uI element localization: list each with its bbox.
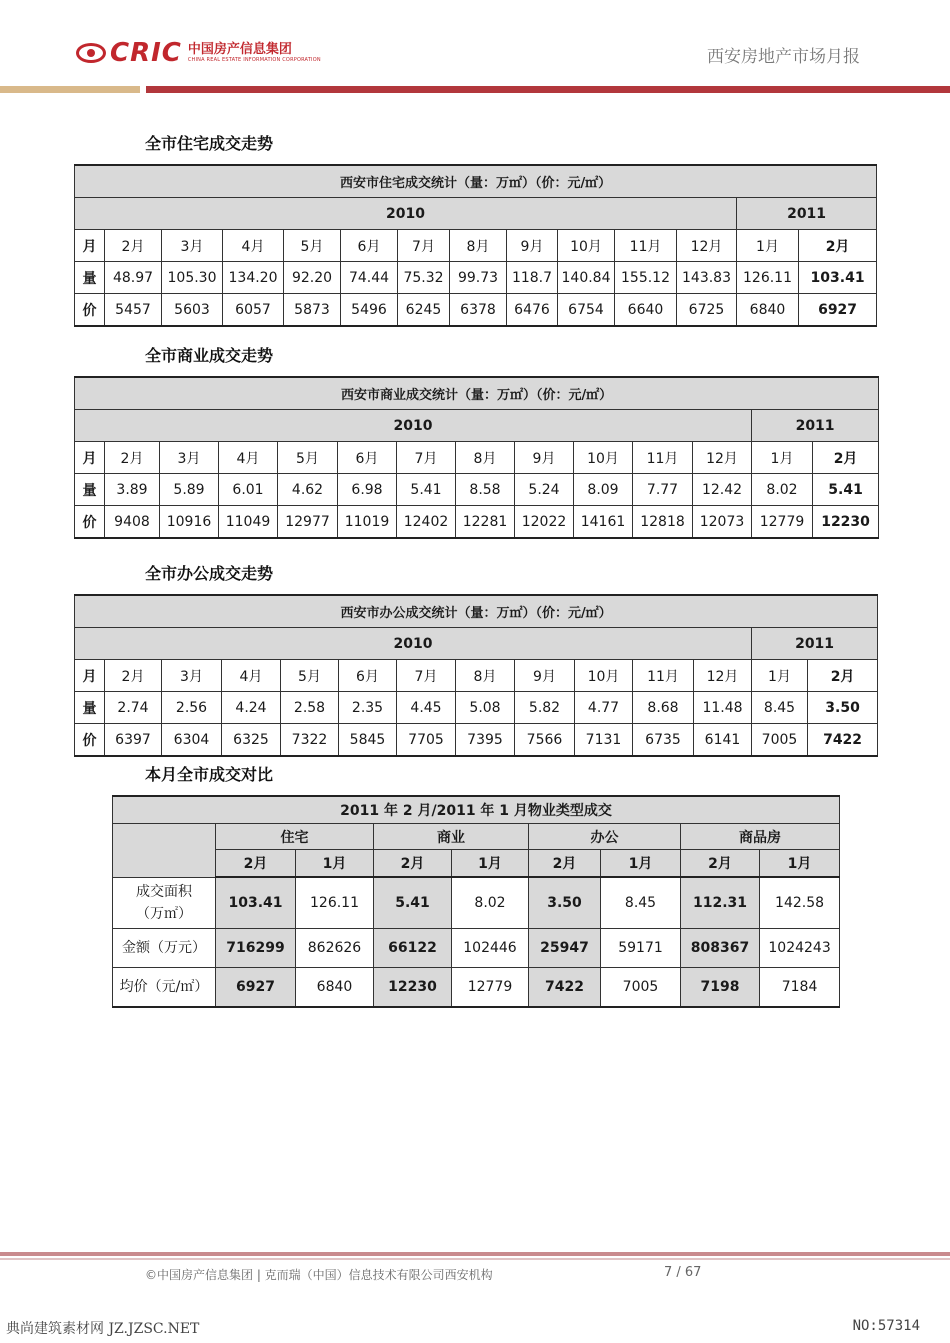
price-cell: 7322: [281, 724, 339, 757]
volume-cell: 4.24: [222, 692, 281, 724]
price-cell: 6754: [558, 294, 615, 327]
volume-cell: 5.08: [456, 692, 515, 724]
month-cell: 12月: [694, 660, 752, 692]
year-header: 2010: [75, 410, 752, 442]
price-cell: 12281: [456, 506, 515, 539]
volume-cell: 2.35: [339, 692, 397, 724]
price-cell: 6057: [223, 294, 284, 327]
month-cell: 7月: [398, 230, 450, 262]
volume-cell: 140.84: [558, 262, 615, 294]
residential-section-title: 全市住宅成交走势: [145, 134, 274, 153]
price-cell: 5873: [284, 294, 341, 327]
price-cell: 12073: [693, 506, 752, 539]
volume-cell: 7.77: [633, 474, 693, 506]
volume-cell: 2.56: [162, 692, 222, 724]
price-cell: 6304: [162, 724, 222, 757]
month-header: 2月: [529, 850, 601, 878]
footer-rule-thin: [0, 1258, 950, 1260]
price-cell: 6927: [799, 294, 877, 327]
month-cell: 2月: [105, 660, 162, 692]
volume-cell: 126.11: [737, 262, 799, 294]
value-cell: 112.31: [681, 877, 760, 928]
month-cell: 9月: [515, 442, 574, 474]
month-header: 1月: [452, 850, 529, 878]
volume-cell: 74.44: [341, 262, 398, 294]
table-row: [75, 442, 879, 474]
volume-cell: 99.73: [450, 262, 507, 294]
report-title: 西安房地产市场月报: [707, 47, 860, 67]
value-cell: 7184: [760, 967, 840, 1007]
value-cell: 1024243: [760, 928, 840, 967]
group-header: 商业: [374, 824, 529, 850]
table-row: [113, 877, 840, 928]
comparison-caption: 2011 年 2 月/2011 年 1 月物业类型成交: [113, 796, 840, 824]
page-header: [0, 0, 950, 96]
price-cell: 6476: [507, 294, 558, 327]
volume-cell: 134.20: [223, 262, 284, 294]
year-header: 2010: [75, 628, 752, 660]
price-cell: 12818: [633, 506, 693, 539]
value-cell: 59171: [601, 928, 681, 967]
month-header: 1月: [296, 850, 374, 878]
value-cell: 5.41: [374, 877, 452, 928]
value-cell: 6927: [216, 967, 296, 1007]
month-cell: 7月: [397, 442, 456, 474]
month-cell: 7月: [397, 660, 456, 692]
month-cell: 11月: [633, 660, 694, 692]
header-bar-gold: [0, 86, 140, 93]
price-cell: 7566: [515, 724, 575, 757]
volume-cell: 5.89: [160, 474, 219, 506]
volume-cell: 4.77: [575, 692, 633, 724]
logo-wordmark: CRIC: [110, 38, 182, 68]
price-cell: 12230: [813, 506, 879, 539]
volume-cell: 4.62: [278, 474, 338, 506]
month-cell: 2月: [799, 230, 877, 262]
logo-text: [188, 43, 321, 63]
volume-cell: 11.48: [694, 692, 752, 724]
month-cell: 8月: [456, 442, 515, 474]
comparison-section-title: 本月全市成交对比: [145, 765, 274, 784]
row-label: 成交面积 （万㎡）: [113, 877, 216, 928]
price-cell: 5603: [162, 294, 223, 327]
price-cell: 6735: [633, 724, 694, 757]
price-cell: 6640: [615, 294, 677, 327]
commercial-stats-table: [74, 376, 879, 539]
volume-row-header: 量: [75, 262, 105, 294]
volume-cell: 4.45: [397, 692, 456, 724]
price-row-header: 价: [75, 724, 105, 757]
month-cell: 8月: [450, 230, 507, 262]
month-cell: 4月: [222, 660, 281, 692]
price-cell: 12022: [515, 506, 574, 539]
volume-cell: 8.58: [456, 474, 515, 506]
value-cell: 6840: [296, 967, 374, 1007]
month-row-header: 月: [75, 230, 105, 262]
volume-row-header: 量: [75, 692, 105, 724]
table-row: [75, 262, 877, 294]
month-cell: 3月: [162, 660, 222, 692]
month-cell: 2月: [105, 442, 160, 474]
volume-cell: 5.41: [813, 474, 879, 506]
value-cell: 3.50: [529, 877, 601, 928]
month-cell: 4月: [219, 442, 278, 474]
page-number: 7 / 67: [664, 1265, 702, 1280]
volume-cell: 75.32: [398, 262, 450, 294]
value-cell: 7198: [681, 967, 760, 1007]
price-cell: 6141: [694, 724, 752, 757]
volume-cell: 155.12: [615, 262, 677, 294]
volume-cell: 12.42: [693, 474, 752, 506]
volume-cell: 8.02: [752, 474, 813, 506]
group-header: 商品房: [681, 824, 840, 850]
row-label: 金额（万元）: [113, 928, 216, 967]
volume-cell: 143.83: [677, 262, 737, 294]
value-cell: 25947: [529, 928, 601, 967]
residential-stats-table: [74, 164, 877, 327]
watermark-id: NO:57314: [852, 1318, 920, 1334]
price-cell: 11019: [338, 506, 397, 539]
month-header: 2月: [216, 850, 296, 878]
value-cell: 12779: [452, 967, 529, 1007]
price-cell: 9408: [105, 506, 160, 539]
price-cell: 6378: [450, 294, 507, 327]
table-row: [75, 660, 878, 692]
table-row: [75, 724, 878, 757]
footer-organization: ©中国房产信息集团 | 克而瑞（中国）信息技术有限公司西安机构: [145, 1268, 493, 1282]
month-cell: 9月: [515, 660, 575, 692]
price-cell: 12402: [397, 506, 456, 539]
table-row: [113, 928, 840, 967]
month-cell: 12月: [693, 442, 752, 474]
month-cell: 6月: [341, 230, 398, 262]
price-row-header: 价: [75, 294, 105, 327]
value-cell: 862626: [296, 928, 374, 967]
month-cell: 10月: [574, 442, 633, 474]
year-header: 2011: [752, 410, 879, 442]
group-header: 住宅: [216, 824, 374, 850]
commercial-section-title: 全市商业成交走势: [145, 346, 274, 365]
logo-english-name: CHINA REAL ESTATE INFORMATION CORPORATION: [187, 57, 321, 63]
table-row: [113, 967, 840, 1007]
month-cell: 5月: [284, 230, 341, 262]
volume-cell: 92.20: [284, 262, 341, 294]
month-cell: 2月: [808, 660, 878, 692]
month-cell: 5月: [281, 660, 339, 692]
month-cell: 10月: [558, 230, 615, 262]
month-cell: 8月: [456, 660, 515, 692]
table-row: [75, 506, 879, 539]
price-row-header: 价: [75, 506, 105, 539]
value-cell: 142.58: [760, 877, 840, 928]
price-cell: 5457: [105, 294, 162, 327]
office-caption: 西安市办公成交统计（量：万㎡）（价：元/㎡）: [75, 595, 878, 628]
value-cell: 808367: [681, 928, 760, 967]
price-cell: 12779: [752, 506, 813, 539]
price-cell: 12977: [278, 506, 338, 539]
volume-cell: 103.41: [799, 262, 877, 294]
price-cell: 7705: [397, 724, 456, 757]
header-bar-red: [146, 86, 950, 93]
volume-cell: 105.30: [162, 262, 223, 294]
month-cell: 4月: [223, 230, 284, 262]
comparison-table: [112, 795, 840, 1008]
month-cell: 1月: [752, 660, 808, 692]
month-header: 2月: [374, 850, 452, 878]
comparison-corner: [113, 824, 216, 878]
volume-cell: 6.01: [219, 474, 278, 506]
row-label: 均价（元/㎡）: [113, 967, 216, 1007]
month-cell: 3月: [160, 442, 219, 474]
cric-logo: [76, 38, 321, 68]
price-cell: 6725: [677, 294, 737, 327]
price-cell: 7005: [752, 724, 808, 757]
price-cell: 7395: [456, 724, 515, 757]
group-header: 办公: [529, 824, 681, 850]
volume-cell: 8.09: [574, 474, 633, 506]
value-cell: 126.11: [296, 877, 374, 928]
value-cell: 103.41: [216, 877, 296, 928]
value-cell: 102446: [452, 928, 529, 967]
volume-cell: 118.7: [507, 262, 558, 294]
month-cell: 1月: [737, 230, 799, 262]
logo-chinese-name: 中国房产信息集团: [187, 42, 292, 57]
month-cell: 11月: [633, 442, 693, 474]
volume-cell: 3.89: [105, 474, 160, 506]
price-cell: 6397: [105, 724, 162, 757]
month-header: 2月: [681, 850, 760, 878]
price-cell: 10916: [160, 506, 219, 539]
price-cell: 6840: [737, 294, 799, 327]
month-cell: 6月: [338, 442, 397, 474]
residential-caption: 西安市住宅成交统计（量：万㎡）（价：元/㎡）: [75, 165, 877, 198]
volume-cell: 2.58: [281, 692, 339, 724]
value-cell: 8.45: [601, 877, 681, 928]
price-cell: 7422: [808, 724, 878, 757]
price-cell: 11049: [219, 506, 278, 539]
month-cell: 3月: [162, 230, 223, 262]
year-header: 2011: [752, 628, 878, 660]
price-cell: 5845: [339, 724, 397, 757]
year-header: 2010: [75, 198, 737, 230]
volume-row-header: 量: [75, 474, 105, 506]
watermark-site: 典尚建筑素材网 JZ.JZSC.NET: [6, 1321, 200, 1337]
price-cell: 14161: [574, 506, 633, 539]
value-cell: 716299: [216, 928, 296, 967]
month-header: 1月: [601, 850, 681, 878]
office-section-title: 全市办公成交走势: [145, 564, 274, 583]
volume-cell: 5.41: [397, 474, 456, 506]
eye-logo-icon: [76, 43, 106, 63]
month-cell: 10月: [575, 660, 633, 692]
year-header: 2011: [737, 198, 877, 230]
price-cell: 5496: [341, 294, 398, 327]
value-cell: 8.02: [452, 877, 529, 928]
price-cell: 6245: [398, 294, 450, 327]
month-cell: 12月: [677, 230, 737, 262]
month-cell: 1月: [752, 442, 813, 474]
price-cell: 6325: [222, 724, 281, 757]
volume-cell: 3.50: [808, 692, 878, 724]
value-cell: 7422: [529, 967, 601, 1007]
table-row: [75, 230, 877, 262]
office-stats-table: [74, 594, 878, 757]
month-row-header: 月: [75, 442, 105, 474]
table-row: [75, 474, 879, 506]
volume-cell: 48.97: [105, 262, 162, 294]
value-cell: 12230: [374, 967, 452, 1007]
month-row-header: 月: [75, 660, 105, 692]
month-cell: 5月: [278, 442, 338, 474]
volume-cell: 5.24: [515, 474, 574, 506]
month-cell: 2月: [813, 442, 879, 474]
table-row: [75, 692, 878, 724]
footer-rule: [0, 1252, 950, 1256]
volume-cell: 5.82: [515, 692, 575, 724]
price-cell: 7131: [575, 724, 633, 757]
volume-cell: 8.45: [752, 692, 808, 724]
volume-cell: 8.68: [633, 692, 694, 724]
month-cell: 6月: [339, 660, 397, 692]
volume-cell: 2.74: [105, 692, 162, 724]
commercial-caption: 西安市商业成交统计（量：万㎡）（价：元/㎡）: [75, 377, 879, 410]
month-header: 1月: [760, 850, 840, 878]
value-cell: 7005: [601, 967, 681, 1007]
month-cell: 11月: [615, 230, 677, 262]
month-cell: 2月: [105, 230, 162, 262]
table-row: [75, 294, 877, 327]
value-cell: 66122: [374, 928, 452, 967]
volume-cell: 6.98: [338, 474, 397, 506]
month-cell: 9月: [507, 230, 558, 262]
